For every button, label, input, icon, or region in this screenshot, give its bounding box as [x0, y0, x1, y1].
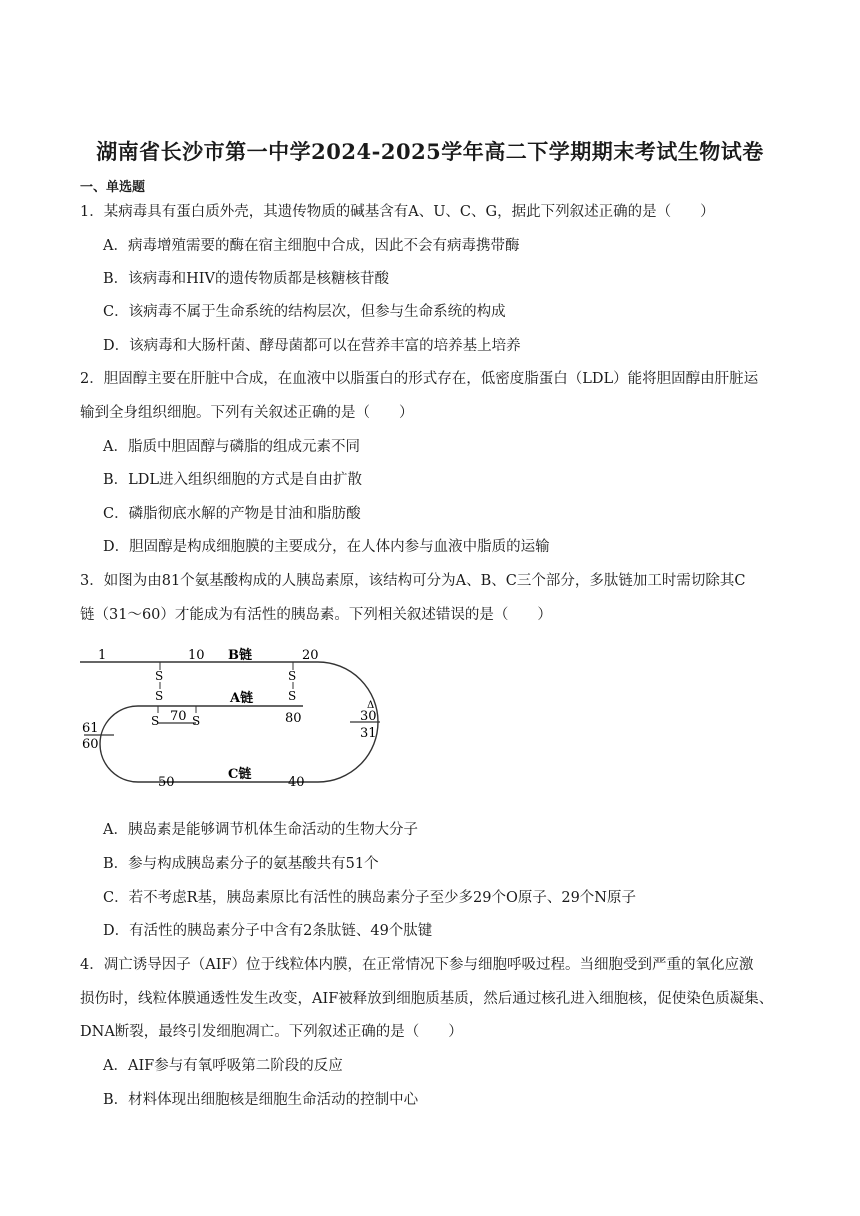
question-3-stem-line-2: 链（31～60）才能成为有活性的胰岛素。下列相关叙述错误的是（ ）: [80, 607, 552, 623]
question-1-stem-line-1: 1．某病毒具有蛋白质外壳，其遗传物质的碱基含有A、U、C、G，据此下列叙述正确的是（ ）: [80, 204, 715, 220]
question-3-option-b: B．参与构成胰岛素分子的氨基酸共有51个: [103, 856, 379, 872]
label-70: 70: [170, 709, 187, 724]
disulfide-s-5: S: [151, 714, 160, 728]
question-1-option-a: A．病毒增殖需要的酶在宿主细胞中合成，因此不会有病毒携带酶: [103, 238, 520, 254]
label-40: 40: [288, 775, 305, 790]
question-2-option-c: C．磷脂彻底水解的产物是甘油和脂肪酸: [103, 506, 361, 522]
question-2-option-b: B．LDL进入组织细胞的方式是自由扩散: [103, 472, 363, 488]
label-80: 80: [285, 711, 302, 726]
question-4-stem-line-1: 4．凋亡诱导因子（AIF）位于线粒体内膜，在正常情况下参与细胞呼吸过程。当细胞受到严重的氧化应激: [80, 957, 754, 973]
question-3-option-d: D．有活性的胰岛素分子中含有2条肽链、49个肽键: [103, 923, 433, 939]
question-2-stem-line-1: 2．胆固醇主要在肝脏中合成，在血液中以脂蛋白的形式存在，低密度脂蛋白（LDL）能将胆固醇由肝脏运: [80, 371, 759, 387]
question-2-option-a: A．脂质中胆固醇与磷脂的组成元素不同: [103, 439, 360, 455]
label-a-chain: A链: [230, 691, 254, 706]
section-heading: 一、单选题: [80, 180, 146, 195]
question-1-option-d: D．该病毒和大肠杆菌、酵母菌都可以在营养丰富的培养基上培养: [103, 338, 521, 354]
disulfide-s-3: S: [288, 669, 297, 683]
disulfide-s-6: S: [192, 714, 201, 728]
disulfide-s-2: S: [155, 689, 164, 703]
question-4-stem-line-3: DNA断裂，最终引发细胞凋亡。下列叙述正确的是（ ）: [80, 1024, 463, 1040]
c-chain-left-arc: [100, 706, 303, 782]
label-c-chain: C链: [228, 767, 252, 782]
label-50: 50: [158, 775, 175, 790]
label-b-chain: B链: [228, 648, 252, 663]
question-3-option-a: A．胰岛素是能够调节机体生命活动的生物大分子: [103, 822, 418, 838]
question-4-option-a: A．AIF参与有氧呼吸第二阶段的反应: [103, 1058, 343, 1074]
label-31: 31: [360, 726, 377, 741]
question-2-stem-line-2: 输到全身组织细胞。下列有关叙述正确的是（ ）: [80, 405, 414, 421]
label-61: 61: [82, 721, 99, 736]
label-1: 1: [98, 648, 107, 663]
label-20: 20: [302, 648, 319, 663]
question-1-option-c: C．该病毒不属于生命系统的结构层次，但参与生命系统的构成: [103, 304, 506, 320]
question-3-option-c: C．若不考虑R基，胰岛素原比有活性的胰岛素分子至少多29个O原子、29个N原子: [103, 890, 636, 906]
disulfide-s-4: S: [288, 689, 297, 703]
question-4-stem-line-2: 损伤时，线粒体膜通透性发生改变，AIF被释放到细胞质基质，然后通过核孔进入细胞核，促使染色质凝集、: [80, 991, 774, 1007]
label-10: 10: [188, 648, 205, 663]
label-60: 60: [82, 737, 99, 752]
question-4-option-b: B．材料体现出细胞核是细胞生命活动的控制中心: [103, 1092, 419, 1108]
page-title: 湖南省长沙市第一中学2024-2025学年高二下学期期末考试生物试卷: [96, 139, 764, 164]
label-30: 30: [360, 709, 377, 724]
disulfide-s-1: S: [155, 669, 164, 683]
question-3-stem-line-1: 3．如图为由81个氨基酸构成的人胰岛素原，该结构可分为A、B、C三个部分，多肽链加工时需切除其C: [80, 573, 746, 589]
question-1-option-b: B．该病毒和HIV的遗传物质都是核糖核苷酸: [103, 271, 389, 287]
proinsulin-diagram: [78, 640, 398, 800]
label-delta: Δ: [367, 700, 375, 711]
question-2-option-d: D．胆固醇是构成细胞膜的主要成分，在人体内参与血液中脂质的运输: [103, 539, 550, 555]
